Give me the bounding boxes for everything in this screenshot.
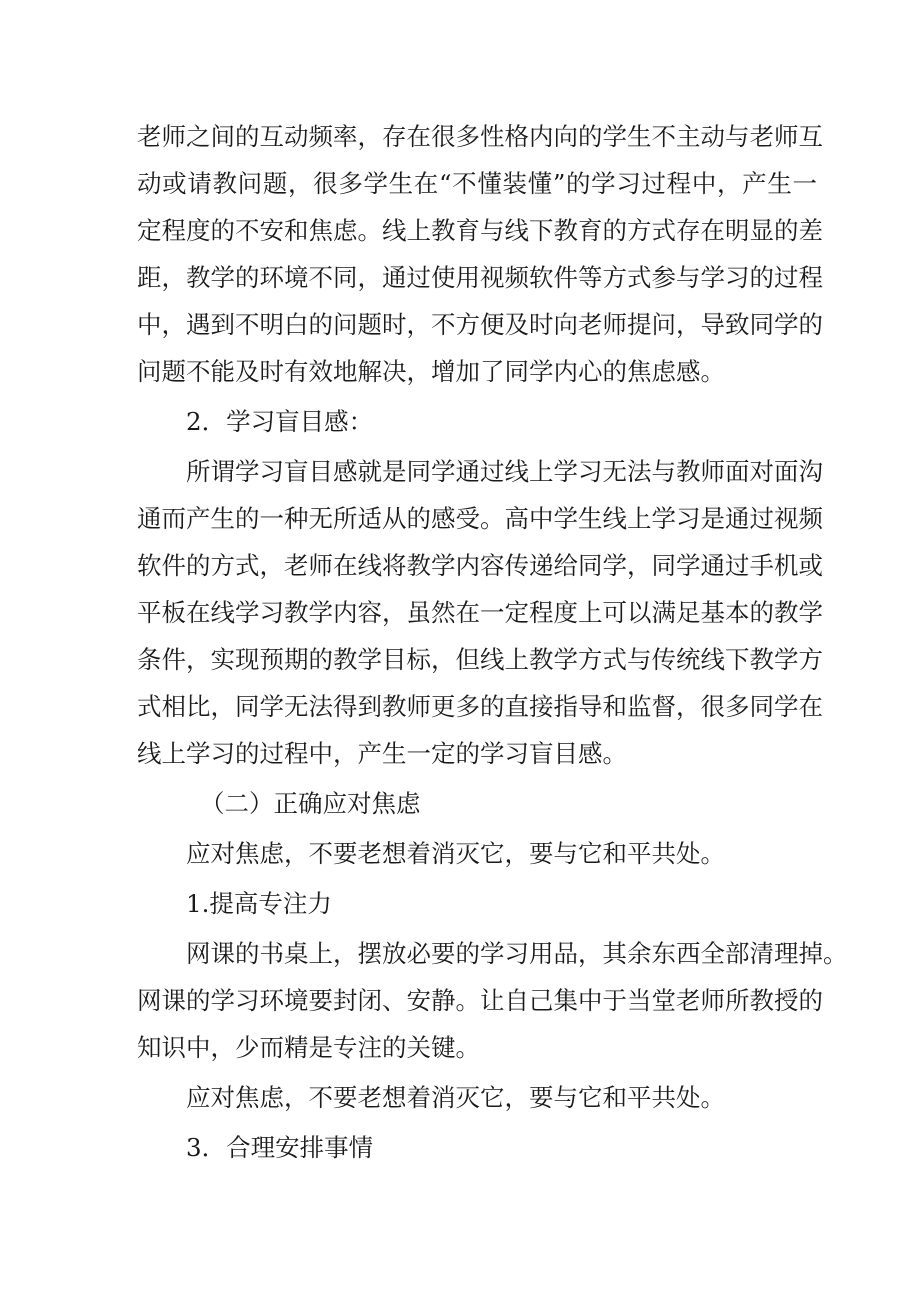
subheading: 3．合理安排事情 bbox=[186, 1133, 374, 1162]
paragraph-line: 网课的学习环境要封闭、安静。让自己集中于当堂老师所教授的 bbox=[137, 986, 823, 1015]
paragraph-line: 问题不能及时有效地解决，增加了同学内心的焦虑感。 bbox=[137, 357, 725, 386]
paragraph-line: 应对焦虑，不要老想着消灭它，要与它和平共处。 bbox=[186, 1083, 725, 1112]
subheading: 2．学习盲目感： bbox=[186, 407, 374, 436]
paragraph-line: 动或请教问题，很多学生在“不懂装懂”的学习过程中，产生一 bbox=[137, 169, 817, 198]
paragraph-line: 所谓学习盲目感就是同学通过线上学习无法与教师面对面沟 bbox=[186, 457, 823, 486]
paragraph-line: 网课的书桌上，摆放必要的学习用品，其余东西全部清理掉。 bbox=[186, 939, 848, 968]
paragraph-line: 通而产生的一种无所适从的感受。高中学生线上学习是通过视频 bbox=[137, 504, 823, 533]
paragraph-line: 软件的方式，老师在线将教学内容传递给同学，同学通过手机或 bbox=[137, 551, 823, 580]
paragraph-line: 中，遇到不明白的问题时，不方便及时向老师提问，导致同学的 bbox=[137, 310, 823, 339]
paragraph-line: 式相比，同学无法得到教师更多的直接指导和监督，很多同学在 bbox=[137, 692, 823, 721]
paragraph-line: 条件，实现预期的教学目标，但线上教学方式与传统线下教学方 bbox=[137, 645, 823, 674]
paragraph-line: 平板在线学习教学内容，虽然在一定程度上可以满足基本的教学 bbox=[137, 598, 823, 627]
paragraph-line: 距，教学的环境不同，通过使用视频软件等方式参与学习的过程 bbox=[137, 263, 823, 292]
paragraph-line: 应对焦虑，不要老想着消灭它，要与它和平共处。 bbox=[186, 839, 725, 868]
paragraph-line: 定程度的不安和焦虑。线上教育与线下教育的方式存在明显的差 bbox=[137, 216, 823, 245]
subheading: 1.提高专注力 bbox=[186, 889, 332, 918]
paragraph-line: 知识中，少而精是专注的关键。 bbox=[137, 1033, 480, 1062]
paragraph-line: 线上学习的过程中，产生一定的学习盲目感。 bbox=[137, 739, 627, 768]
paragraph-line: 老师之间的互动频率，存在很多性格内向的学生不主动与老师互 bbox=[137, 122, 823, 151]
section-heading: （二）正确应对焦虑 bbox=[200, 789, 421, 818]
